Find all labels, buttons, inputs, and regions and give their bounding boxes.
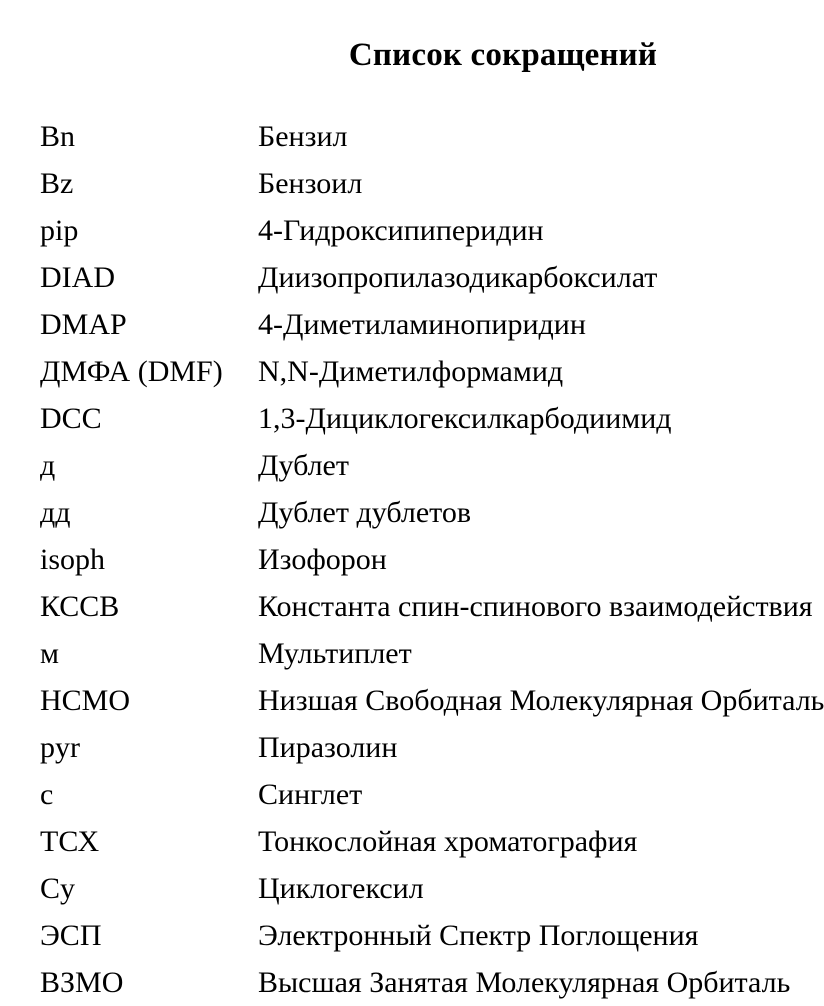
abbreviation-term: ВЗМО bbox=[40, 966, 124, 999]
abbreviation-term: дд bbox=[40, 496, 71, 529]
abbreviation-definition: Пиразолин bbox=[258, 731, 398, 764]
abbreviation-term: Cy bbox=[40, 872, 76, 905]
abbreviation-term: isoph bbox=[40, 543, 106, 576]
abbreviation-term: с bbox=[40, 778, 54, 811]
abbreviation-row bbox=[40, 818, 814, 865]
abbreviation-term: pyr bbox=[40, 731, 80, 764]
abbreviation-row bbox=[40, 160, 814, 207]
abbreviation-term: ТСХ bbox=[40, 825, 100, 858]
abbreviation-definition: Дублет bbox=[258, 449, 349, 482]
abbreviation-row bbox=[40, 113, 814, 160]
abbreviation-term: ЭСП bbox=[40, 919, 102, 952]
abbreviation-term: DMAP bbox=[40, 308, 127, 341]
abbreviation-definition: Электронный Спектр Поглощения bbox=[258, 919, 699, 952]
abbreviation-term: Bz bbox=[40, 167, 74, 200]
abbreviation-definition: Изофорон bbox=[258, 543, 387, 576]
abbreviation-row bbox=[40, 583, 814, 630]
abbreviation-definition: Тонкослойная хроматография bbox=[258, 825, 638, 858]
abbreviation-row bbox=[40, 677, 824, 724]
abbreviation-term: Bn bbox=[40, 120, 76, 153]
abbreviation-term: КССВ bbox=[40, 590, 120, 623]
abbreviation-definition: Мультиплет bbox=[258, 637, 412, 670]
abbreviation-row bbox=[40, 395, 814, 442]
abbreviation-term: ДМФА (DMF) bbox=[40, 355, 223, 388]
abbreviation-row bbox=[40, 207, 814, 254]
abbreviation-row bbox=[40, 348, 814, 395]
abbreviation-definition: Диизопропилазодикарбоксилат bbox=[258, 261, 658, 294]
abbreviation-row bbox=[40, 771, 814, 818]
abbreviation-term: м bbox=[40, 637, 59, 670]
abbreviation-row bbox=[40, 301, 814, 348]
abbreviation-definition: Дублет дублетов bbox=[258, 496, 472, 529]
abbreviation-term: DCC bbox=[40, 402, 102, 435]
abbreviation-definition: Бензоил bbox=[258, 167, 363, 200]
abbreviation-term: pip bbox=[40, 214, 79, 247]
abbreviation-row bbox=[40, 489, 814, 536]
abbreviation-row bbox=[40, 442, 814, 489]
abbreviation-definition: 4-Гидроксипиперидин bbox=[258, 214, 544, 247]
abbreviation-term: д bbox=[40, 449, 56, 482]
abbreviation-row bbox=[40, 630, 814, 677]
abbreviation-row bbox=[40, 865, 814, 912]
abbreviation-definition: Бензил bbox=[258, 120, 348, 153]
abbreviation-definition: Высшая Занятая Молекулярная Орбиталь bbox=[258, 966, 791, 999]
abbreviation-definition: Циклогексил bbox=[258, 872, 424, 905]
abbreviation-definition: Низшая Свободная Молекулярная Орбиталь bbox=[258, 684, 824, 717]
abbreviation-definition: N,N-Диметилформамид bbox=[258, 355, 564, 388]
abbreviation-term: DIAD bbox=[40, 261, 115, 294]
abbreviation-definition: 1,3-Дициклогексилкарбодиимид bbox=[258, 402, 672, 435]
abbreviation-row bbox=[40, 536, 814, 583]
abbreviation-row bbox=[40, 959, 814, 1006]
abbreviation-definition: Синглет bbox=[258, 778, 363, 811]
abbreviation-row bbox=[40, 912, 814, 959]
abbreviation-term: НСМО bbox=[40, 684, 131, 717]
abbreviation-row bbox=[40, 724, 814, 771]
abbreviation-list bbox=[40, 113, 824, 1006]
abbreviation-row bbox=[40, 254, 814, 301]
page-title: Список сокращений bbox=[348, 37, 658, 73]
abbreviation-definition: 4-Диметиламинопиридин bbox=[258, 308, 586, 341]
abbreviation-definition: Константа спин-спинового взаимодействия bbox=[258, 590, 813, 623]
